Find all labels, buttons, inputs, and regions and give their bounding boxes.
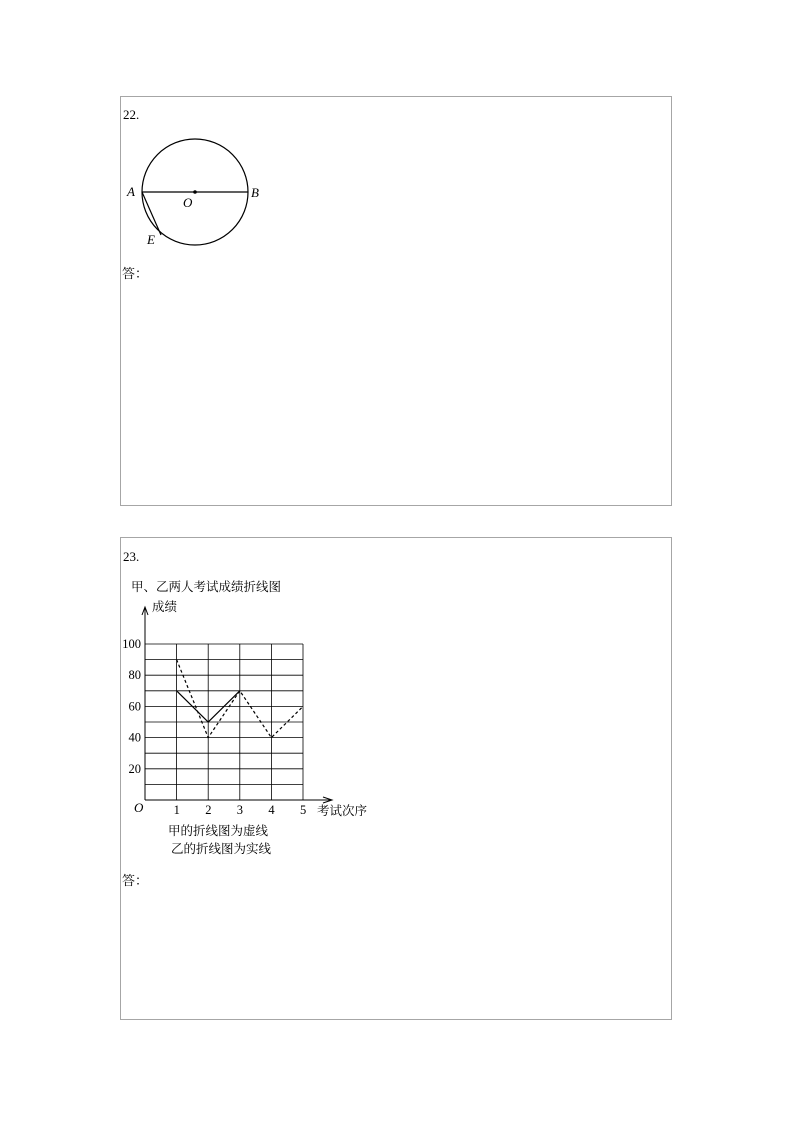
y-axis-label: 成绩 [152,599,178,614]
x-tick-label: 1 [173,803,180,817]
label-e: E [147,232,155,247]
circle-figure [121,97,281,257]
legend-item-jia: 甲的折线图为虚线 [168,823,269,838]
legend-item-yi: 乙的折线图为实线 [171,841,272,856]
y-tick-label: 40 [128,730,141,745]
label-a: A [127,184,135,199]
origin-label: O [134,800,144,815]
y-tick-label: 80 [128,668,141,683]
chord-ae [142,192,161,235]
question-number: 22. [123,107,140,122]
y-tick-label: 100 [122,637,141,651]
x-axis-label: 考试次序 [317,803,368,818]
question-22-box [120,96,672,506]
y-tick-label: 20 [128,761,141,776]
x-tick-label: 3 [236,803,244,817]
x-tick-label: 4 [268,803,275,817]
y-tick-label: 60 [128,699,141,714]
answer-label: 答： [122,267,149,282]
label-b: B [251,185,259,200]
answer-label: 答： [122,874,149,889]
x-tick-label: 5 [300,803,307,817]
question-number: 23. [123,549,140,564]
center-point [193,190,197,194]
label-o: O [183,195,193,210]
chart-title: 甲、乙两人考试成绩折线图 [131,579,282,594]
x-tick-label: 2 [205,803,212,817]
question-23-box [120,537,672,1020]
line-chart [121,538,421,868]
